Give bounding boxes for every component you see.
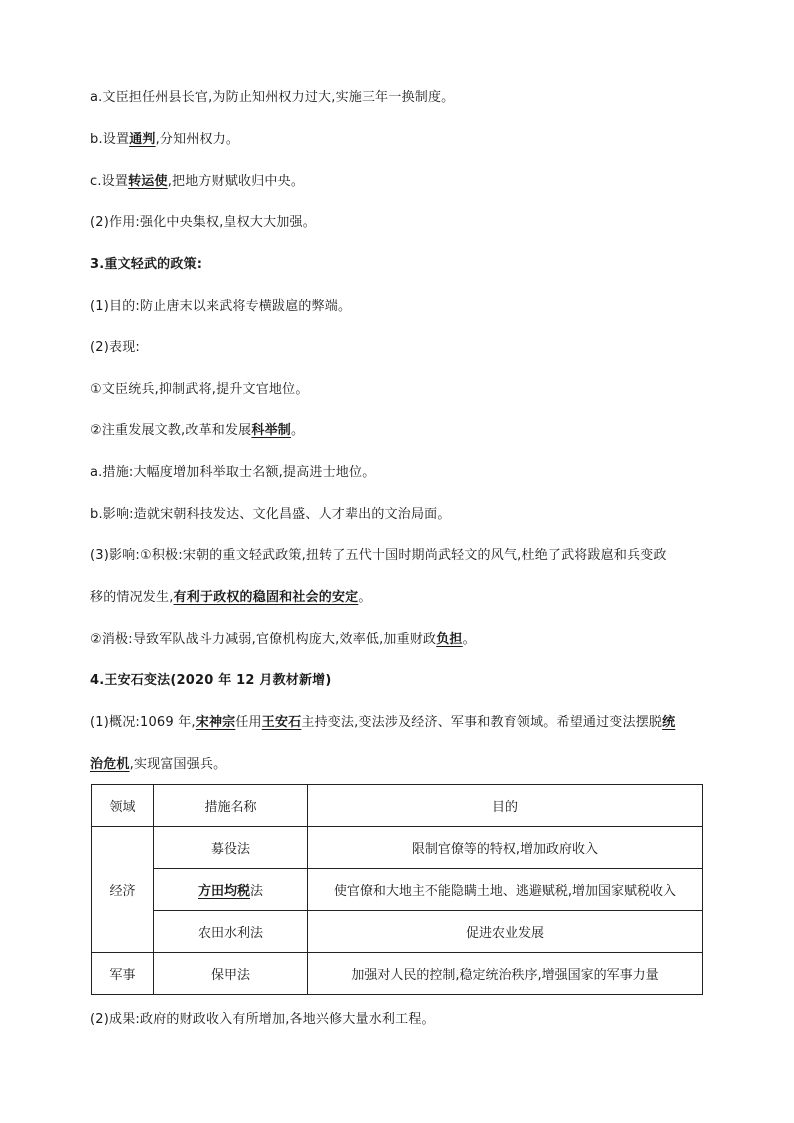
text-line: c.设置转运使,把地方财赋收归中央。 xyxy=(90,174,305,189)
reform-table xyxy=(91,784,703,995)
section-heading: 4.王安石变法(2020 年 12 月教材新增) xyxy=(90,673,332,688)
text-line: ①文臣统兵,抑制武将,提升文官地位。 xyxy=(90,382,309,397)
table-cell: 加强对人民的控制,稳定统治秩序,增强国家的军事力量 xyxy=(308,953,703,995)
text-line: ②消极:导致军队战斗力减弱,官僚机构庞大,效率低,加重财政负担。 xyxy=(90,632,476,647)
table-group-cell: 经济 xyxy=(92,827,154,953)
keyword: 治危机 xyxy=(90,757,130,772)
text-line: (2)作用:强化中央集权,皇权大大加强。 xyxy=(90,215,316,230)
table-cell: 使官僚和大地主不能隐瞒土地、逃避赋税,增加国家赋税收入 xyxy=(308,869,703,911)
text-line: (1)概况:1069 年,宋神宗任用王安石主持变法,变法涉及经济、军事和教育领域。希望通过变法摆脱统 xyxy=(90,715,676,730)
table-header-row xyxy=(92,785,703,827)
table-cell: 农田水利法 xyxy=(154,911,308,953)
table-header-cell: 领域 xyxy=(92,785,154,827)
keyword: 转运使 xyxy=(128,174,168,189)
table-row xyxy=(92,869,703,911)
keyword: 王安石 xyxy=(261,715,302,730)
table-header-cell: 目的 xyxy=(308,785,703,827)
text-line: (1)目的:防止唐末以来武将专横跋扈的弊端。 xyxy=(90,299,352,314)
text-line: 治危机,实现富国强兵。 xyxy=(90,757,227,772)
keyword: 科举制 xyxy=(251,423,291,438)
table-row xyxy=(92,911,703,953)
text-line: (3)影响:①积极:宋朝的重文轻武政策,扭转了五代十国时期尚武轻文的风气,杜绝了武将跋扈和兵变政 xyxy=(90,548,667,563)
text-line: b.影响:造就宋朝科技发达、文化昌盛、人才辈出的文治局面。 xyxy=(90,507,451,522)
table-cell: 募役法 xyxy=(154,827,308,869)
text-line: a.文臣担任州县长官,为防止知州权力过大,实施三年一换制度。 xyxy=(90,90,455,105)
text-line: 移的情况发生,有利于政权的稳固和社会的安定。 xyxy=(90,590,372,605)
keyword: 宋神宗 xyxy=(195,715,236,730)
table-row xyxy=(92,953,703,995)
text-line: (2)表现: xyxy=(90,340,140,355)
keyword: 有利于政权的稳固和社会的安定 xyxy=(173,590,359,605)
table-cell: 促进农业发展 xyxy=(308,911,703,953)
text-line: (2)成果:政府的财政收入有所增加,各地兴修大量水利工程。 xyxy=(90,1012,435,1027)
section-heading: 3.重文轻武的政策: xyxy=(90,257,203,272)
keyword: 方田均税 xyxy=(197,884,250,899)
keyword: 统 xyxy=(662,715,676,730)
text-line: a.措施:大幅度增加科举取士名额,提高进士地位。 xyxy=(90,465,376,480)
table-header-cell: 措施名称 xyxy=(154,785,308,827)
table-group-cell: 军事 xyxy=(92,953,154,995)
table-cell: 限制官僚等的特权,增加政府收入 xyxy=(308,827,703,869)
table-cell: 保甲法 xyxy=(154,953,308,995)
table-cell: 方田均税法 xyxy=(154,869,308,911)
keyword: 通判 xyxy=(129,132,156,147)
text-line: ②注重发展文教,改革和发展科举制。 xyxy=(90,423,305,438)
keyword: 负担 xyxy=(436,632,463,647)
table-row xyxy=(92,827,703,869)
text-line: b.设置通判,分知州权力。 xyxy=(90,132,240,147)
